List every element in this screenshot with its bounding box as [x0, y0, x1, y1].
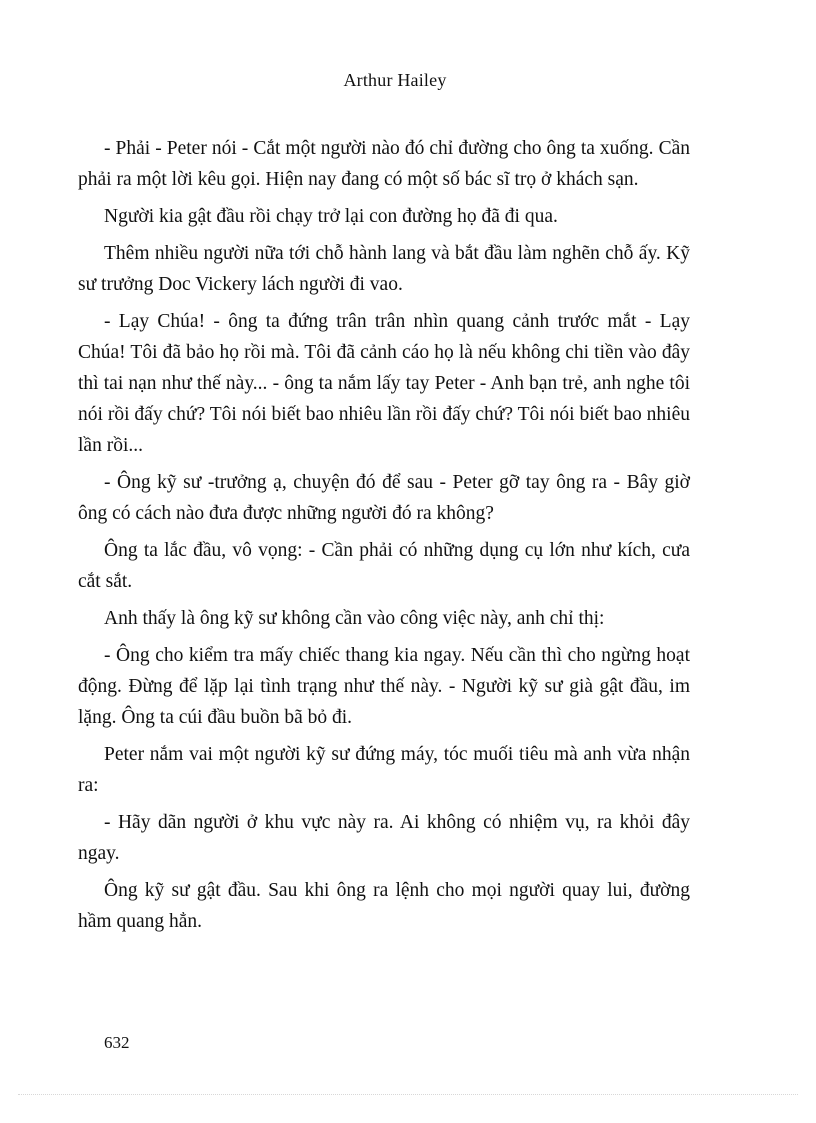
- paragraph: Ông kỹ sư gật đầu. Sau khi ông ra lệnh cho mọi người quay lui, đường hầm quang hẳn.: [78, 880, 690, 932]
- page-number: 632: [104, 1033, 130, 1052]
- paragraph: Người kia gật đầu rồi chạy trở lại con đường họ đã đi qua.: [104, 206, 558, 227]
- paragraph: - Lạy Chúa! - ông ta đứng trân trân nhìn quang cảnh trước mắt - Lạy Chúa! Tôi đã bảo họ rồi mà. Tôi đã cảnh cáo họ là nếu không chi tiền vào đây thì tai nạn như thế này... - ông ta nắm lấy tay Peter - Anh bạn trẻ, anh nghe tôi nói rồi đấy chứ? Tôi nói biết bao nhiêu lần rồi đấy chứ? Tôi nói biết bao nhiêu lần rồi...: [78, 311, 690, 456]
- body-text: [78, 133, 690, 943]
- running-header: Arthur Hailey: [343, 70, 447, 90]
- page-divider: [18, 1094, 798, 1095]
- paragraph: Ông ta lắc đầu, vô vọng: - Cần phải có những dụng cụ lớn như kích, cưa cắt sắt.: [78, 540, 690, 592]
- paragraph: Thêm nhiều người nữa tới chỗ hành lang và bắt đầu làm nghẽn chỗ ấy. Kỹ sư trưởng Doc Vickery lách người đi vao.: [78, 243, 690, 295]
- paragraph: Peter nắm vai một người kỹ sư đứng máy, tóc muối tiêu mà anh vừa nhận ra:: [78, 744, 690, 796]
- paragraph: - Phải - Peter nói - Cắt một người nào đó chỉ đường cho ông ta xuống. Cần phải ra một lời kêu gọi. Hiện nay đang có một số bác sĩ trọ ở khách sạn.: [78, 138, 690, 190]
- paragraph: - Ông kỹ sư -trưởng ạ, chuyện đó để sau - Peter gỡ tay ông ra - Bây giờ ông có cách nào đưa được những người đó ra không?: [78, 472, 690, 524]
- paragraph: - Ông cho kiểm tra mấy chiếc thang kia ngay. Nếu cần thì cho ngừng hoạt động. Đừng để lặp lại tình trạng như thế này. - Người kỹ sư già gật đầu, im lặng. Ông ta cúi đầu buồn bã bỏ đi.: [78, 645, 690, 728]
- paragraph: Anh thấy là ông kỹ sư không cần vào công việc này, anh chỉ thị:: [104, 608, 605, 629]
- paragraph: - Hãy dãn người ở khu vực này ra. Ai không có nhiệm vụ, ra khỏi đây ngay.: [78, 812, 690, 864]
